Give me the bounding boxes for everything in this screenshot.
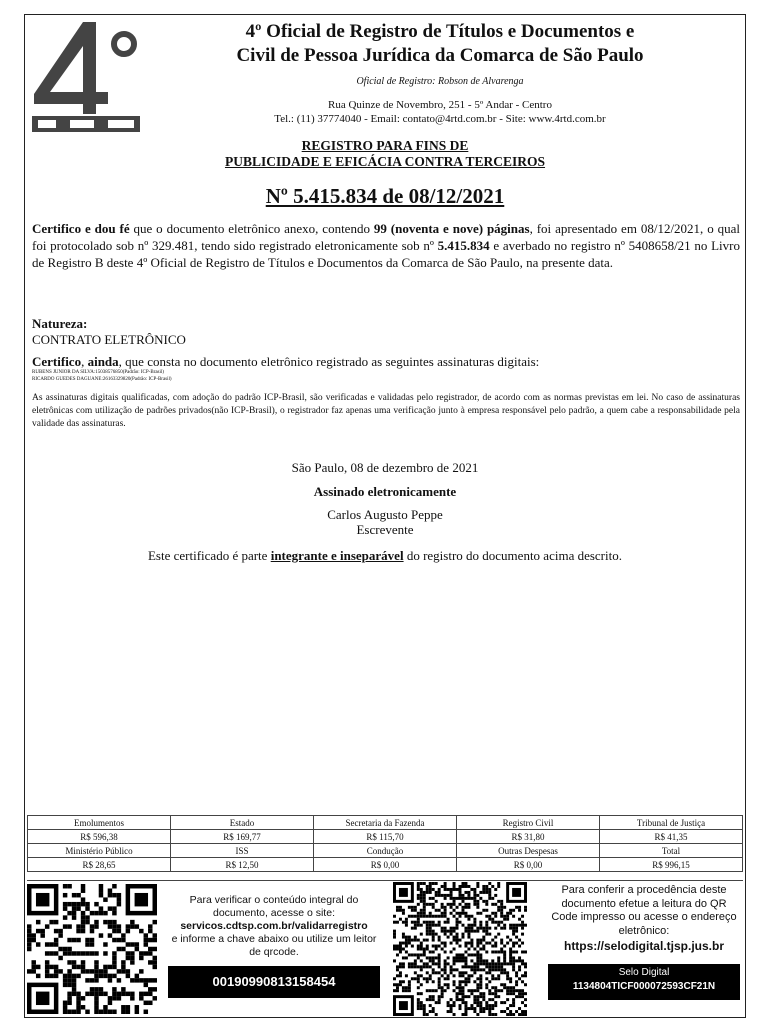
fee-label: Ministério Público xyxy=(28,844,171,858)
fee-label: Tribunal de Justiça xyxy=(600,816,743,830)
fee-value: R$ 169,77 xyxy=(171,830,314,844)
signature-entry: RICARDO GUEDES DAGUANE:26163329820(Padrão: ICP-Brasil) xyxy=(32,377,172,382)
signature-entry: RUBENS JUNIOR DA SILVA:15038576850(Padrão: ICP-Brasil) xyxy=(32,370,164,375)
fee-label: Condução xyxy=(314,844,457,858)
fee-value: R$ 0,00 xyxy=(314,858,457,872)
verification-qr-code[interactable] xyxy=(27,884,157,1014)
fee-value: R$ 31,80 xyxy=(457,830,600,844)
fee-label: Secretaria da Fazenda xyxy=(314,816,457,830)
verify-instructions: Para verificar o conteúdo integral do documento, acesse o site: servicos.cdtsp.com.br/validarregistro e informe a chave abaixo ou utilize um leitor de qrcode. xyxy=(168,894,380,959)
fee-label: Total xyxy=(600,844,743,858)
selo-qr-code[interactable] xyxy=(393,882,533,1016)
natureza-value: CONTRATO ELETRÔNICO xyxy=(32,332,186,347)
registration-title: REGISTRO PARA FINS DE PUBLICIDADE E EFICÁCIA CONTRA TERCEIROS xyxy=(224,138,546,169)
registration-number: Nº 5.415.834 de 08/12/2021 xyxy=(265,184,505,208)
signer-name: Carlos Augusto Peppe xyxy=(327,507,443,522)
fees-table xyxy=(27,815,743,872)
header-address: Rua Quinze de Novembro, 251 - 5º Andar - Centro Tel.: (11) 37774040 - Email: contato@4rtd.com.br - Site: www.4rtd.com.br xyxy=(274,99,606,125)
officer-name: Oficial de Registro: Robson de Alvarenga xyxy=(356,76,524,87)
fees-header-row xyxy=(28,816,743,830)
signatures-intro: Certifico, ainda, que consta no documento eletrônico registrado as seguintes assinaturas digitais: xyxy=(32,354,540,369)
selo-url[interactable]: https://selodigital.tjsp.jus.br xyxy=(563,939,724,953)
fee-value: R$ 12,50 xyxy=(171,858,314,872)
signatures-note: As assinaturas digitais qualificadas, com adoção do padrão ICP-Brasil, são verificadas e validadas pelo registrador, de acordo com as normas previstas em lei. No caso de assinaturas eletrônicas com utilização de padrões privados(não ICP-Brasil), o registrador faz apenas uma verificação junto à empresa responsável pelo padrão, a quem cabe a responsabilidade pela validade das assinaturas. xyxy=(32,393,740,429)
fee-label: Emolumentos xyxy=(28,816,171,830)
fee-label: Estado xyxy=(171,816,314,830)
selo-code: 1134804TICF000072593CF21N xyxy=(572,981,716,992)
signed-electronically: Assinado eletronicamente xyxy=(313,484,457,499)
fee-label: Outras Despesas xyxy=(457,844,600,858)
place-date: São Paulo, 08 de dezembro de 2021 xyxy=(291,460,479,475)
fees-value-row xyxy=(28,830,743,844)
fee-value: R$ 0,00 xyxy=(457,858,600,872)
fee-value: R$ 596,38 xyxy=(28,830,171,844)
fee-value: R$ 115,70 xyxy=(314,830,457,844)
header-title: 4º Oficial de Registro de Títulos e Documentos e Civil de Pessoa Jurídica da Comarca de São Paulo xyxy=(236,21,644,66)
selo-instructions: Para conferir a procedência deste documento efetue a leitura do QR Code impresso ou acesse o endereço eletrônico: https://selodigital.tjsp.jus.br xyxy=(548,884,740,954)
verify-url[interactable]: servicos.cdtsp.com.br/validarregistro xyxy=(180,920,368,932)
verification-key: 00190990813158454 xyxy=(168,966,380,998)
natureza-label: Natureza: xyxy=(32,316,88,331)
fee-value: R$ 28,65 xyxy=(28,858,171,872)
rtd-logo xyxy=(28,18,146,136)
selo-digital-box xyxy=(548,964,740,1000)
fee-label: Registro Civil xyxy=(457,816,600,830)
final-statement: Este certificado é parte integrante e inseparável do registro do documento acima descrito. xyxy=(147,548,622,563)
fee-label: ISS xyxy=(171,844,314,858)
fee-value: R$ 996,15 xyxy=(600,858,743,872)
signer-role: Escrevente xyxy=(356,522,414,537)
fees-value-row xyxy=(28,858,743,872)
fees-header-row xyxy=(28,844,743,858)
fee-value: R$ 41,35 xyxy=(600,830,743,844)
selo-label: Selo Digital xyxy=(618,967,670,978)
certificate-text: Certifico e dou fé que o documento eletrônico anexo, contendo 99 (noventa e nove) páginas, foi apresentado em 08/12/2021, o qual foi protocolado sob nº 329.481, tendo sido registrado eletronicamente sob nº 5.415.834 e averbado no registro nº 5408658/21 no Livro de Registro B deste 4º Oficial de Registro de Títulos e Documentos da Comarca de São Paulo, na presente data. xyxy=(32,221,740,270)
